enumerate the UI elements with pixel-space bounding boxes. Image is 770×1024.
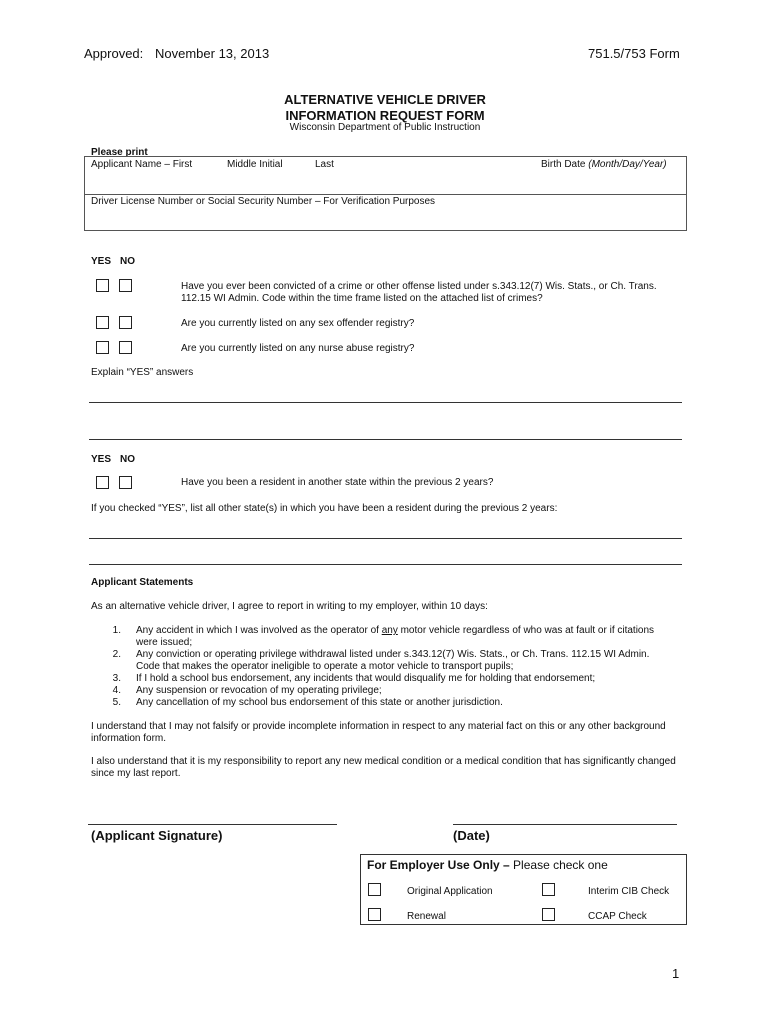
understanding-para-1-line2: information form. [91,733,167,744]
statement-3: If I hold a school bus endorsement, any incidents that would disqualify me for holding that endorsement; [136,673,596,684]
no-header-1: NO [120,256,135,267]
page-number: 1 [672,966,680,981]
question-2: Are you currently listed on any sex offender registry? [181,318,415,329]
applicant-signature-label: (Applicant Signature) [91,828,223,843]
form-number: 751.5/753 Form [588,46,680,61]
approved-label: Approved: [84,46,144,61]
signature-line[interactable] [88,824,337,825]
statement-1-line2: were issued; [136,637,193,648]
understanding-para-2-line1: I also understand that it is my responsibility to report any new medical condition or a medical condition that has significantly changed [91,756,676,767]
middle-initial-field[interactable]: Middle Initial [227,159,283,170]
question-3: Are you currently listed on any nurse abuse registry? [181,343,415,354]
statement-1-line1 [136,625,654,637]
birth-date-label: Birth Date [541,159,586,170]
other-states-prompt: If you checked “YES”, list all other state(s) in which you have been a resident during the previous 2 years: [91,503,558,514]
statement-2-line2: Code that makes the operator ineligible to operate a motor vehicle to transport pupils; [136,661,514,672]
residency-no-checkbox[interactable] [119,476,132,489]
residency-question: Have you been a resident in another state within the previous 2 years? [181,477,494,488]
statement-2-number: 2. [112,649,121,660]
statement-1-number: 1. [112,625,121,636]
interim-cib-check-checkbox[interactable] [542,883,555,896]
birth-date-field[interactable] [541,159,667,171]
form-title-line1: ALTERNATIVE VEHICLE DRIVER [284,92,486,107]
statement-1-emphasis: any [381,625,398,636]
last-name-field[interactable]: Last [315,159,334,170]
applicant-info-divider [85,194,686,195]
employer-use-title [367,858,608,872]
understanding-para-1-line1: I understand that I may not falsify or provide incomplete information in respect to any material fact on this or any other background [91,721,666,732]
statement-5-number: 5. [112,697,121,708]
renewal-label: Renewal [407,911,446,922]
statement-2-line1: Any conviction or operating privilege withdrawal listed under s.343.12(7) Wis. Stats., or Ch. Trans. 112.15 WI Admin. [136,649,650,660]
yes-header-2: YES [91,454,112,465]
birth-date-format: (Month/Day/Year) [588,159,667,170]
date-line[interactable] [453,824,677,825]
q1-yes-checkbox[interactable] [96,279,109,292]
original-application-label: Original Application [407,886,493,897]
renewal-checkbox[interactable] [368,908,381,921]
interim-cib-check-label: Interim CIB Check [588,886,670,897]
explain-yes-label: Explain “YES” answers [91,367,194,378]
original-application-checkbox[interactable] [368,883,381,896]
please-print-label: Please print [91,147,148,158]
statement-3-number: 3. [112,673,121,684]
yes-header-1: YES [91,256,112,267]
statement-5: Any cancellation of my school bus endorsement of this state or another jurisdiction. [136,697,503,708]
signature-date-label: (Date) [453,828,490,843]
q2-no-checkbox[interactable] [119,316,132,329]
question-1-line2: 112.15 WI Admin. Code within the time frame listed on the attached list of crimes? [181,293,543,304]
statements-intro: As an alternative vehicle driver, I agree to report in writing to my employer, within 10 days: [91,601,488,612]
residency-yes-checkbox[interactable] [96,476,109,489]
ccap-check-label: CCAP Check [588,911,647,922]
statement-1-post: motor vehicle regardless of who was at fault or if citations [397,625,655,636]
approved-date: November 13, 2013 [155,46,270,61]
q3-no-checkbox[interactable] [119,341,132,354]
form-subtitle: Wisconsin Department of Public Instruction [289,122,481,133]
explain-answer-line-2[interactable] [89,439,682,440]
statement-4: Any suspension or revocation of my operating privilege; [136,685,382,696]
statement-4-number: 4. [112,685,121,696]
license-number-field[interactable]: Driver License Number or Social Security Number – For Verification Purposes [91,196,436,207]
employer-use-title-rest: Please check one [509,858,608,872]
statements-heading: Applicant Statements [91,577,194,588]
other-states-line-1[interactable] [89,538,682,539]
no-header-2: NO [120,454,135,465]
employer-use-title-bold: For Employer Use Only – [367,858,510,872]
understanding-para-2-line2: since my last report. [91,768,181,779]
first-name-field[interactable]: Applicant Name – First [91,159,193,170]
q3-yes-checkbox[interactable] [96,341,109,354]
statement-1-pre: Any accident in which I was involved as the operator of [136,625,382,636]
other-states-line-2[interactable] [89,564,682,565]
q1-no-checkbox[interactable] [119,279,132,292]
ccap-check-checkbox[interactable] [542,908,555,921]
form-title-line2: INFORMATION REQUEST FORM [285,108,485,123]
q2-yes-checkbox[interactable] [96,316,109,329]
question-1-line1: Have you ever been convicted of a crime or other offense listed under s.343.12(7) Wis. Stats., or Ch. Trans. [181,281,657,292]
explain-answer-line-1[interactable] [89,402,682,403]
